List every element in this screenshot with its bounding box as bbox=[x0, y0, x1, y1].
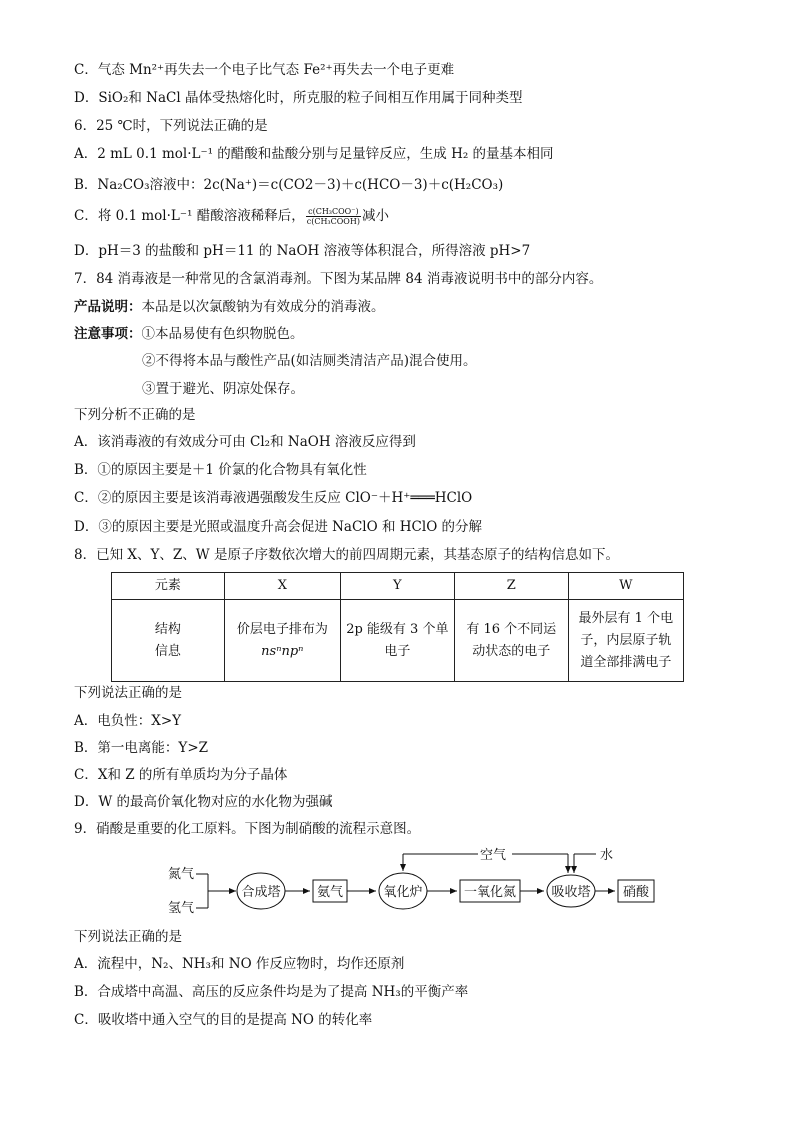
oxidation-furnace-label: 氧化炉 bbox=[383, 885, 423, 900]
question-7-ask: 下列分析不正确的是 bbox=[74, 407, 196, 423]
table-cell-label bbox=[112, 600, 225, 682]
option-9b: B．合成塔中高温、高压的反应条件均是为了提高 NH₃的平衡产率 bbox=[74, 984, 469, 1000]
option-8a: A．电负性：X>Y bbox=[74, 713, 182, 729]
question-7-stem: 7．84 消毒液是一种常见的含氯消毒剂。下图为某品牌 84 消毒液说明书中的部分内容。 bbox=[74, 271, 603, 287]
fraction bbox=[306, 207, 361, 226]
cell-line: 价层电子排布为 bbox=[236, 621, 328, 637]
flow-air-label: 空气 bbox=[480, 848, 507, 863]
precautions bbox=[74, 325, 304, 343]
element-info-table bbox=[111, 572, 684, 682]
precaution-3: ③置于避光、阴凉处保存。 bbox=[142, 381, 304, 397]
cell-line: 信息 bbox=[154, 643, 181, 659]
option-6c bbox=[74, 207, 389, 226]
table-header-cell: 元素 bbox=[112, 573, 225, 600]
flow-water-label: 水 bbox=[600, 848, 614, 863]
cell-line: 电子 bbox=[384, 643, 411, 659]
option-9c: C．吸收塔中通入空气的目的是提高 NO 的转化率 bbox=[74, 1012, 373, 1028]
fraction-numerator: c(CH₃COO⁻) bbox=[306, 207, 361, 217]
question-9-ask: 下列说法正确的是 bbox=[74, 929, 182, 945]
absorption-tower-label: 吸收塔 bbox=[551, 885, 591, 900]
nitric-acid-label: 硝酸 bbox=[622, 885, 650, 900]
question-9-stem: 9．硝酸是重要的化工原料。下图为制硝酸的流程示意图。 bbox=[74, 821, 421, 837]
option-9a: A．流程中，N₂、NH₃和 NO 作反应物时，均作还原剂 bbox=[74, 956, 405, 972]
option-8d: D．W 的最高价氧化物对应的水化物为强碱 bbox=[74, 794, 333, 810]
question-8-ask: 下列说法正确的是 bbox=[74, 685, 182, 701]
table-cell-z bbox=[454, 600, 568, 682]
product-description-label: 产品说明： bbox=[74, 299, 142, 315]
product-description bbox=[74, 298, 385, 316]
table-row bbox=[112, 600, 684, 682]
product-description-text: 本品是以次氯酸钠为有效成分的消毒液。 bbox=[141, 299, 385, 315]
cell-line: 子，内层原子轨 bbox=[580, 632, 672, 648]
option-7a: A．该消毒液的有效成分可由 Cl₂和 NaOH 溶液反应得到 bbox=[74, 434, 416, 450]
cell-line: 动状态的电子 bbox=[472, 643, 551, 659]
cell-line: 最外层有 1 个电 bbox=[578, 610, 674, 626]
cell-line: 有 16 个不同运 bbox=[466, 621, 557, 637]
water-feed-lines bbox=[574, 854, 596, 873]
cell-line: 道全部排满电子 bbox=[580, 654, 672, 670]
ammonia-label: 氨气 bbox=[316, 885, 344, 900]
option-5d: D．SiO₂和 NaCl 晶体受热熔化时，所克服的粒子间相互作用属于同种类型 bbox=[74, 90, 523, 106]
option-7d: D．③的原因主要是光照或温度升高会促进 NaClO 和 HClO 的分解 bbox=[74, 519, 483, 535]
table-cell-y bbox=[340, 600, 454, 682]
option-6d: D．pH＝3 的盐酸和 pH＝11 的 NaOH 溶液等体积混合，所得溶液 pH>7 bbox=[74, 243, 531, 259]
option-8b: B．第一电离能：Y>Z bbox=[74, 740, 209, 756]
table-header-cell: Y bbox=[340, 573, 454, 600]
question-8-stem: 8．已知 X、Y、Z、W 是原子序数依次增大的前四周期元素，其基态原子的结构信息如下。 bbox=[74, 547, 619, 563]
table-cell-x bbox=[224, 600, 340, 682]
option-8c: C．X和 Z 的所有单质均为分子晶体 bbox=[74, 767, 288, 783]
fraction-denominator: c(CH₃COOH) bbox=[306, 217, 360, 226]
nitric-acid-flow-diagram bbox=[160, 840, 660, 920]
option-6b: B．Na₂CO₃溶液中：2c(Na⁺)＝c(CO2－3)＋c(HCO－3)＋c(H₂CO₃) bbox=[74, 177, 504, 193]
precautions-label: 注意事项： bbox=[74, 326, 142, 342]
option-6a: A．2 mL 0.1 mol·L⁻¹ 的醋酸和盐酸分别与足量锌反应，生成 H₂ 的量基本相同 bbox=[74, 146, 554, 162]
option-5c: C．气态 Mn²⁺再失去一个电子比气态 Fe²⁺再失去一个电子更难 bbox=[74, 62, 455, 78]
table-cell-w bbox=[568, 600, 683, 682]
option-6c-prefix: C．将 0.1 mol·L⁻¹ 醋酸溶液稀释后， bbox=[74, 208, 305, 224]
table-header-cell: W bbox=[568, 573, 683, 600]
precaution-1: ①本品易使有色织物脱色。 bbox=[141, 326, 304, 342]
flow-input-nitrogen: 氮气 bbox=[168, 867, 195, 882]
cell-line: nsⁿnpⁿ bbox=[261, 643, 304, 659]
flow-input-hydrogen: 氢气 bbox=[168, 901, 195, 916]
option-7c: C．②的原因主要是该消毒液遇强酸发生反应 ClO⁻＋H⁺═══HClO bbox=[74, 490, 473, 506]
cell-line: 2p 能级有 3 个单 bbox=[346, 621, 449, 637]
synthesis-tower-label: 合成塔 bbox=[241, 885, 281, 900]
cell-line: 结构 bbox=[154, 621, 181, 637]
table-header-cell: X bbox=[224, 573, 340, 600]
option-7b: B．①的原因主要是＋1 价氯的化合物具有氧化性 bbox=[74, 462, 367, 478]
nitric-oxide-label: 一氧化氮 bbox=[463, 885, 517, 900]
precaution-2: ②不得将本品与酸性产品(如洁厕类清洁产品)混合使用。 bbox=[142, 353, 477, 369]
question-6-stem: 6．25 ℃时，下列说法正确的是 bbox=[74, 118, 268, 134]
table-header-cell: Z bbox=[454, 573, 568, 600]
input-merge-lines bbox=[196, 874, 236, 908]
table-header-row bbox=[112, 573, 684, 600]
option-6c-suffix: 减小 bbox=[361, 208, 389, 224]
